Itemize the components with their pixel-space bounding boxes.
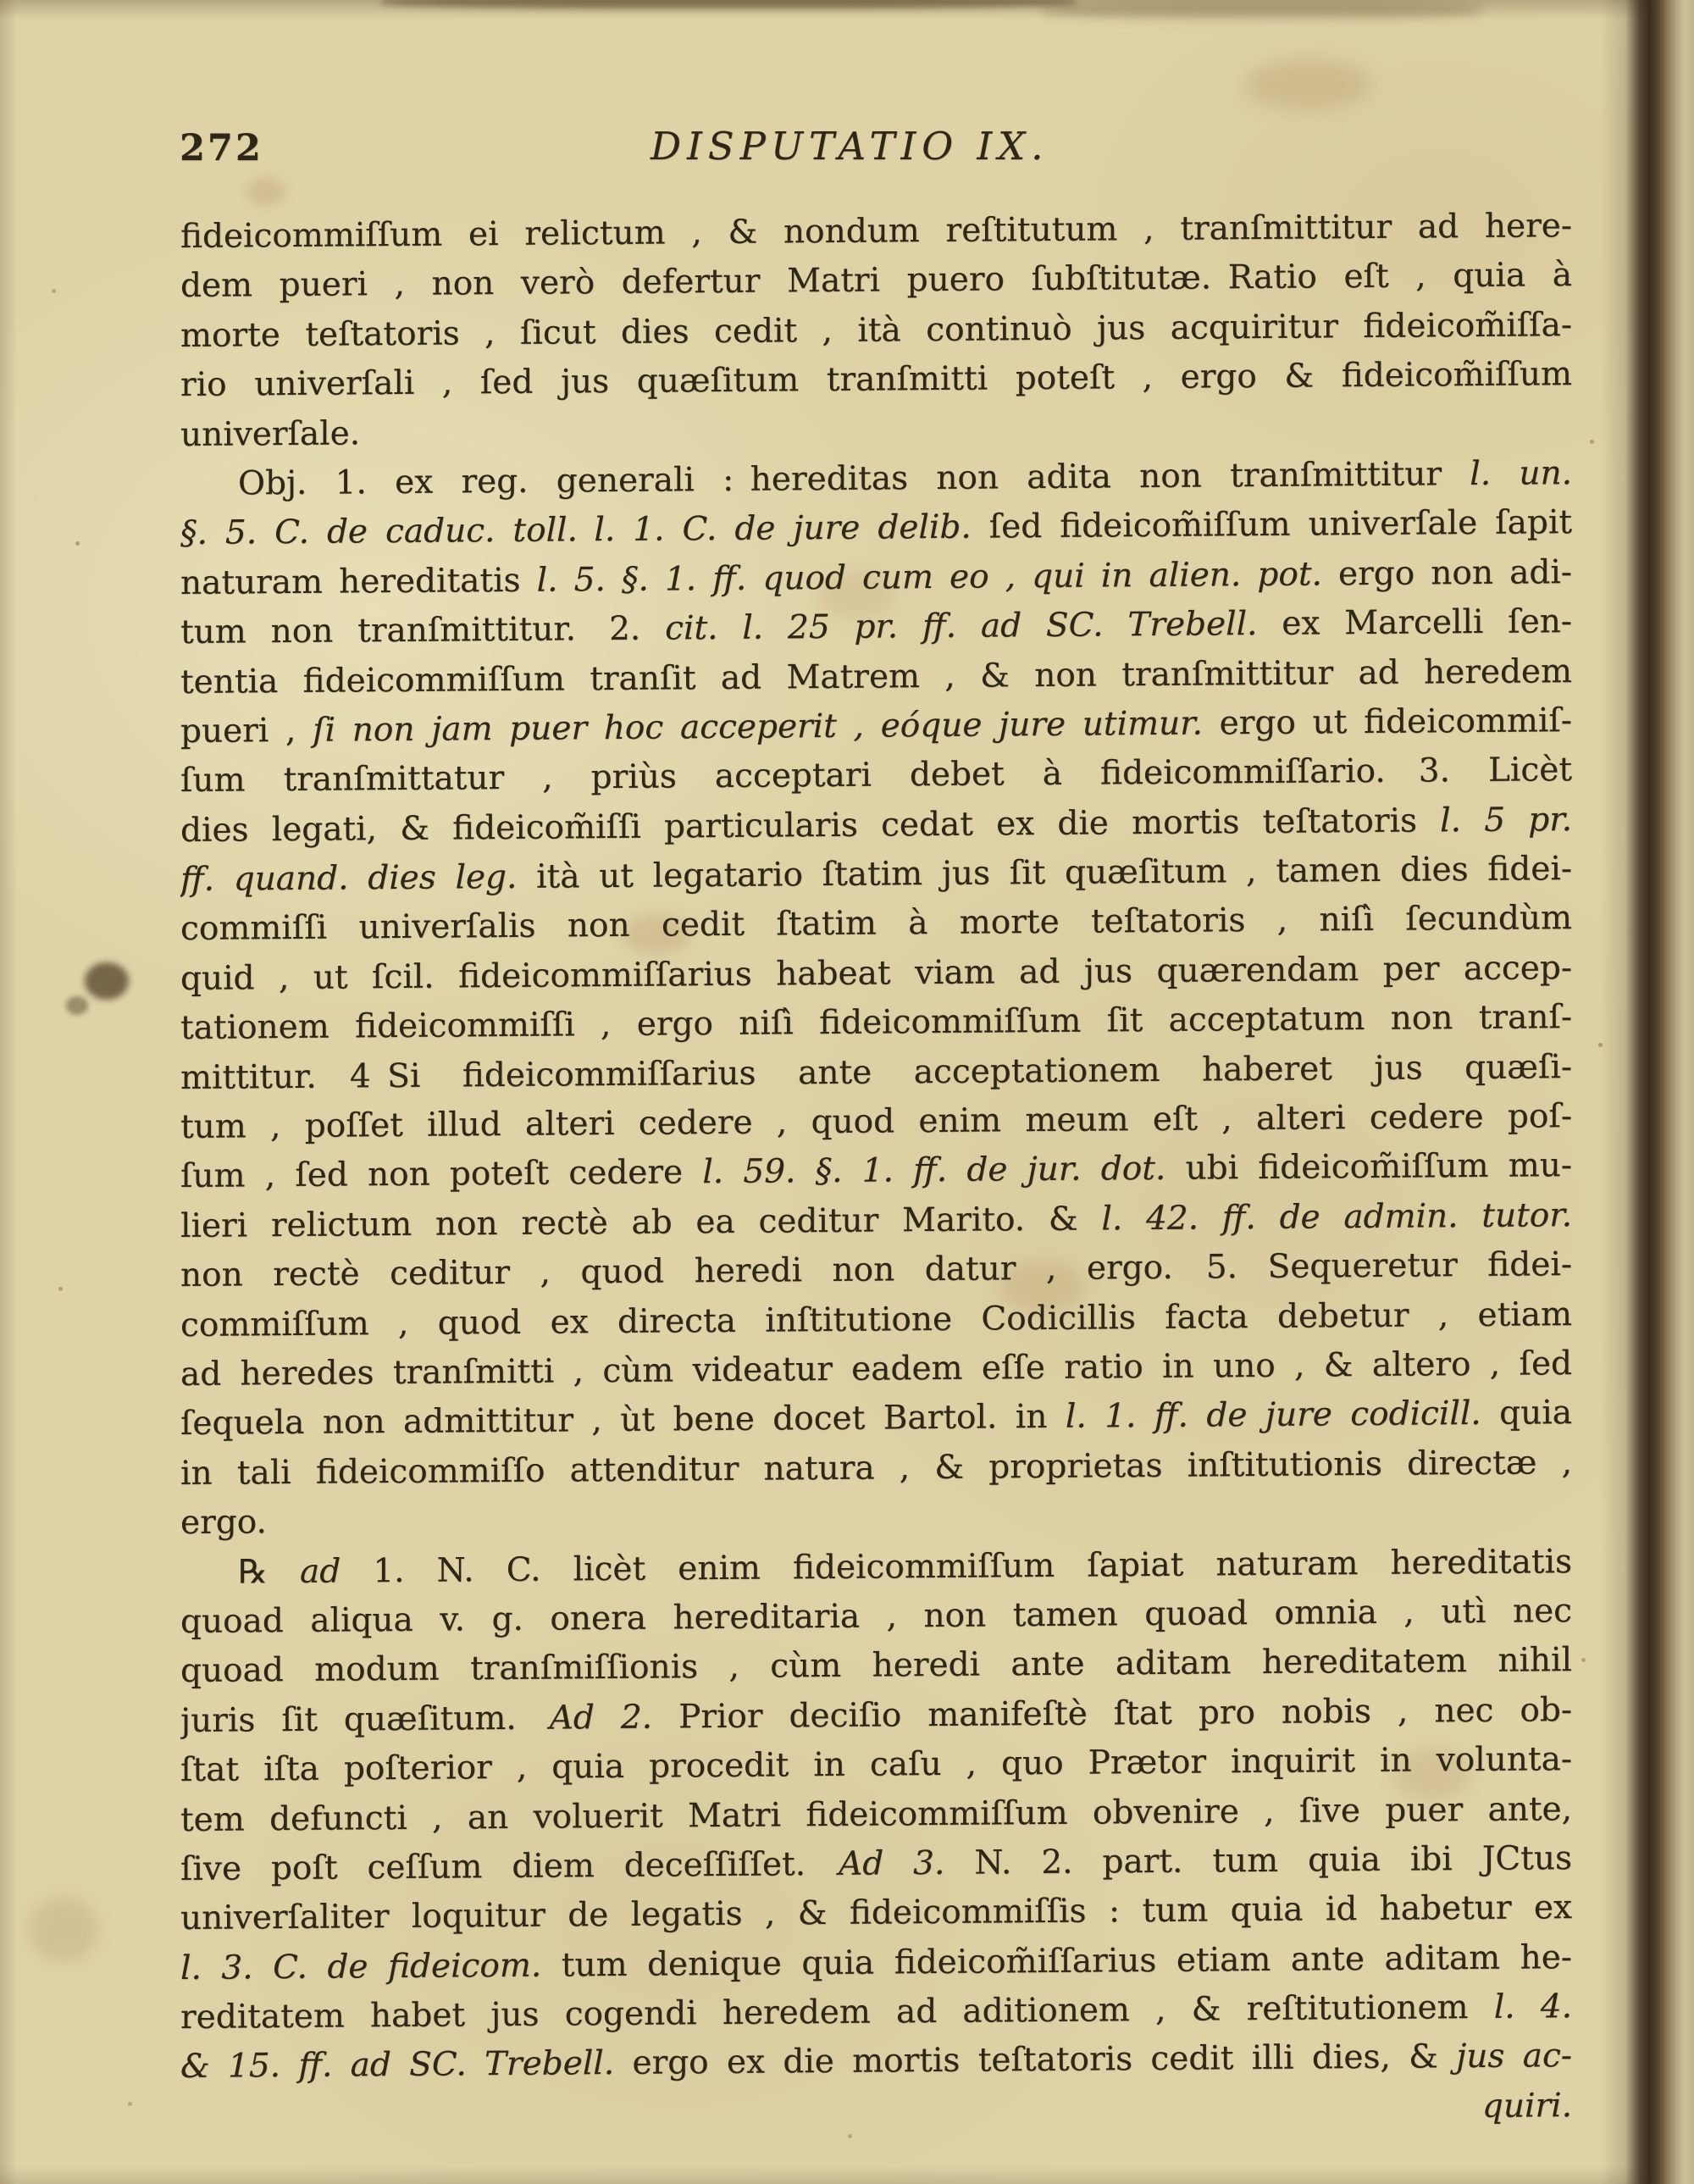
page-top-edge-shadow xyxy=(0,0,1694,22)
citation-text: jus ac- xyxy=(1456,2037,1572,2076)
body-text: ſum tranſmittatur , priùs acceptari debet à fideicommiſſario. 3. Licèt xyxy=(180,751,1572,801)
body-text: Obj. 1. ex reg. generali : hereditas non adita non tranſmittitur xyxy=(238,454,1470,503)
citation-text: Ad 3. xyxy=(839,1843,945,1883)
body-text: tum , poſſet illud alteri cedere , quod enim meum eſt , alteri cedere poſ- xyxy=(180,1097,1572,1147)
body-text: ergo ex die mortis teſtatoris cedit illi dies, & xyxy=(614,2037,1457,2083)
body-text: juris ſit quæſitum. xyxy=(180,1699,550,1740)
body-text: ſtat iſta poſterior , quia procedit in caſu , quo Prætor inquirit in volunta- xyxy=(180,1740,1572,1790)
citation-text: l. 42. ff. de admin. tutor. xyxy=(1101,1195,1572,1239)
page-number: 272 xyxy=(180,127,263,169)
body-text: tentia fideicommiſſum tranſit ad Matrem , & non tranſmittitur ad heredem xyxy=(180,651,1572,701)
catchword: quiri. xyxy=(1481,2086,1572,2126)
body-text: 1. N. C. licèt enim fideicommiſſum ſapiat naturam hereditatis xyxy=(340,1542,1572,1591)
running-title: DISPUTATIO IX. xyxy=(650,124,1049,169)
body-text: rio univerſali , ſed jus quæſitum tranſmitti poteſt , ergo & fideicom̃iſſum xyxy=(180,355,1572,405)
body-text: quoad modum tranſmiſſionis , cùm heredi ante aditam hereditatem nihil xyxy=(180,1641,1572,1691)
citation-text: Ad 2. xyxy=(549,1698,653,1738)
body-text: ſum , ſed non poteſt cedere xyxy=(180,1153,703,1196)
citation-text: §. 5. C. de caduc. toll. l. 1. C. de jure delib. xyxy=(180,508,972,553)
body-text: ex Marcelli ſen- xyxy=(1257,602,1572,644)
citation-text: & 15. ff. ad SC. Trebell. xyxy=(180,2044,615,2087)
body-text: tem defuncti , an voluerit Matri fideicommiſſum obvenire , ſive puer ante, xyxy=(180,1789,1572,1839)
body-text: ergo non adi- xyxy=(1321,552,1572,594)
body-text: tationem fideicommiſſi , ergo niſì fideicommiſſum ſit acceptatum non tranſ- xyxy=(180,998,1572,1048)
book-gutter-shadow xyxy=(1601,0,1694,2184)
ink-blot xyxy=(66,996,88,1015)
ink-blot xyxy=(85,962,129,1000)
body-text: ergo. xyxy=(180,1503,267,1543)
citation-text: l. 1. ff. de jure codicill. xyxy=(1065,1394,1481,1437)
citation-text: l. 5. §. 1. ff. quod cum eo , qui in alien. pot. xyxy=(536,555,1322,600)
citation-text: l. 3. C. de fideicom. xyxy=(180,1946,542,1987)
paper-stain xyxy=(1245,59,1372,110)
page-left-edge-shadow xyxy=(0,0,17,2184)
body-text: non rectè ceditur , quod heredi non datur , ergo. 5. Sequeretur fidei- xyxy=(180,1245,1572,1295)
body-text: mittitur. 4 Si fideicommiſſarius ante acceptationem haberet jus quæſi- xyxy=(180,1047,1572,1097)
body-text: univerſale. xyxy=(180,413,361,454)
body-text: quia xyxy=(1481,1394,1572,1433)
body-text: lieri relictum non rectè ab ea ceditur Marito. & xyxy=(180,1200,1102,1245)
body-text: morte teſtatoris , ſicut dies cedit , ità continuò jus acquiritur fideicom̃iſſa- xyxy=(180,305,1572,355)
body-text: ſed fideicom̃iſſum univerſale ſapit xyxy=(971,503,1572,547)
citation-text: l. 5 pr. xyxy=(1440,800,1572,840)
body-text: ſequela non admittitur , ùt bene docet Bartol. in xyxy=(180,1398,1066,1444)
citation-text: l. un. xyxy=(1470,454,1572,493)
body-text: pueri , xyxy=(180,711,313,751)
body-text: ℞ xyxy=(238,1552,301,1592)
body-text: quid , ut ſcil. fideicommiſſarius habeat viam ad jus quærendam per accep- xyxy=(180,948,1572,998)
paper-stain xyxy=(30,1898,97,1961)
body-text: ità ut legatario ſtatim jus ſit quæſitum , tamen dies fidei- xyxy=(517,850,1572,896)
body-text: dies legati, & fideicom̃iſſi particularis cedat ex die mortis teſtatoris xyxy=(180,801,1441,850)
body-text: reditatem habet jus cogendi heredem ad aditionem , & reſtitutionem xyxy=(180,1987,1494,2037)
body-text: quoad aliqua v. g. onera hereditaria , non tamen quoad omnia , utì nec xyxy=(180,1592,1572,1641)
body-text: ſive poſt ceſſum diem deceſſiſſet. xyxy=(180,1844,839,1888)
body-text: ubi fideicom̃iſſum mu- xyxy=(1165,1146,1572,1189)
citation-text: ad xyxy=(300,1552,341,1591)
citation-text: ſi non jam puer hoc acceperit , eóque jure utimur. xyxy=(313,704,1203,750)
citation-text: l. 59. §. 1. ff. de jur. dot. xyxy=(702,1150,1166,1192)
body-text: naturam hereditatis xyxy=(180,561,537,602)
text-block xyxy=(180,202,1572,2142)
body-text: commiſſi univerſalis non cedit ſtatim à morte teſtatoris , niſì ſecundùm xyxy=(180,899,1572,949)
body-text: Prior deciſio manifeſtè ſtat pro nobis , nec ob- xyxy=(652,1690,1572,1737)
page-bottom-edge-shadow xyxy=(0,2165,1694,2184)
body-text: dem pueri , non verò defertur Matri puero ſubſtitutæ. Ratio eſt , quia à xyxy=(180,256,1572,306)
citation-text: cit. l. 25 pr. ff. ad SC. Trebell. xyxy=(665,605,1258,648)
body-text: commiſſum , quod ex directa inſtitutione Codicillis facta debetur , etiam xyxy=(180,1294,1572,1344)
body-text: univerſaliter loquitur de legatis , & fideicommiſſis : tum quia id habetur ex xyxy=(180,1888,1572,1938)
body-text: ergo ut fideicommiſ- xyxy=(1202,701,1572,743)
body-text: tum denique quia fideicom̃iſſarius etiam ante aditam he- xyxy=(541,1937,1572,1985)
paper-speckles xyxy=(0,0,3,3)
citation-text: ff. quand. dies leg. xyxy=(180,857,518,900)
paper-stain xyxy=(247,178,285,205)
body-text: ad heredes tranſmitti , cùm videatur eadem eſſe ratio in uno , & altero , ſed xyxy=(180,1344,1572,1394)
body-text: fideicommiſſum ei relictum , & nondum reſtitutum , tranſmittitur ad here- xyxy=(180,207,1572,256)
body-text: in tali fideicommiſſo attenditur natura , & proprietas inſtitutionis directæ , xyxy=(180,1443,1572,1493)
citation-text: l. 4. xyxy=(1493,1987,1572,2026)
body-text: tum non tranſmittitur. 2. xyxy=(180,609,666,652)
body-text: N. 2. part. tum quia ibi JCtus xyxy=(944,1838,1572,1882)
